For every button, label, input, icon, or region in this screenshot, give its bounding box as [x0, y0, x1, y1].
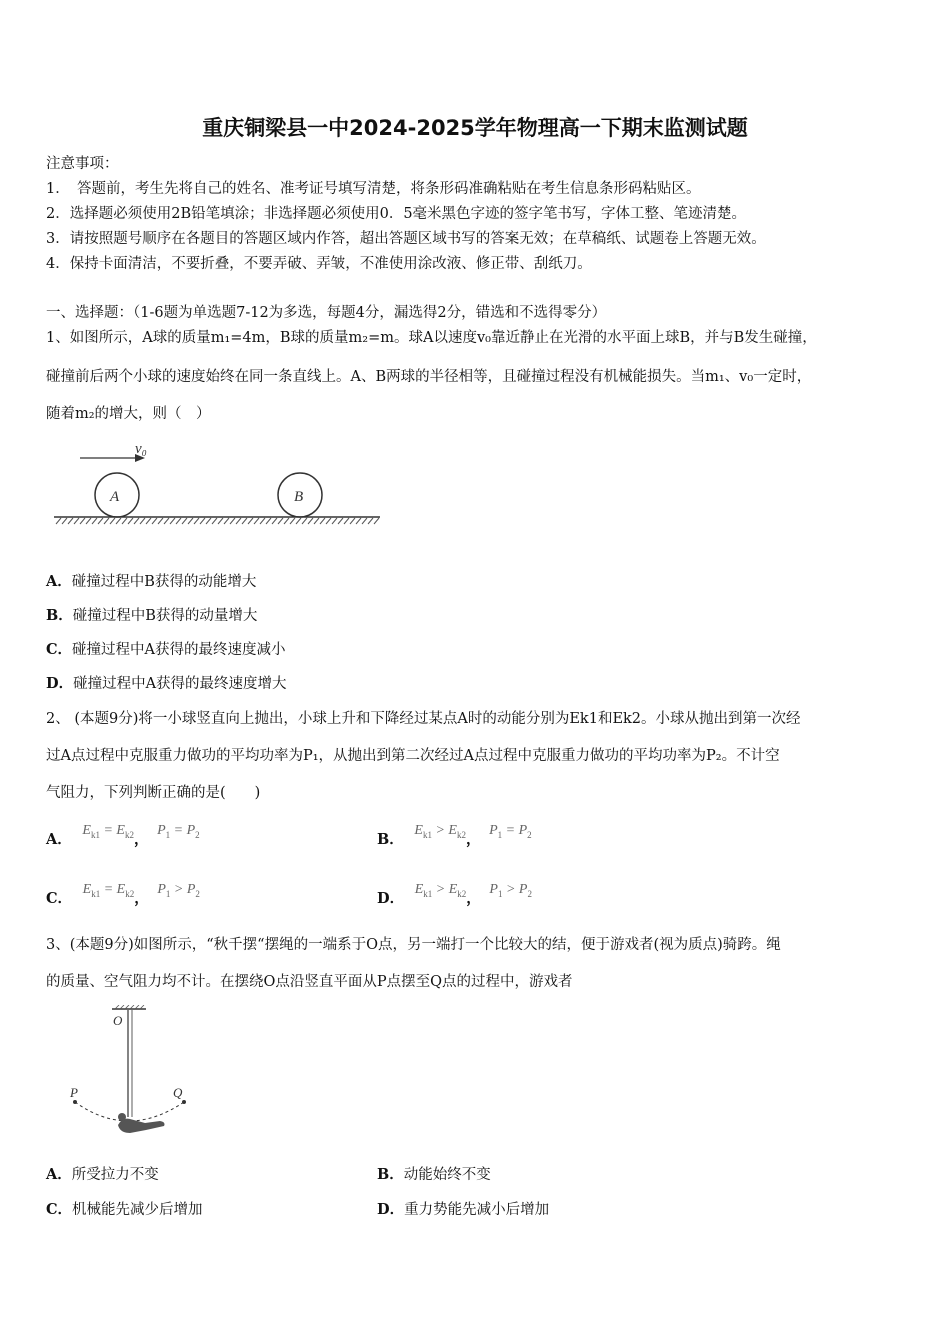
q2-line-2: 过A点过程中克服重力做功的平均功率为P₁，从抛出到第二次经过A点过程中克服重力做功的平均功率为P₂。不计空 — [46, 748, 780, 764]
notice-item-4: 4．保持卡面清洁，不要折叠，不要弄破、弄皱，不准使用涂改液、修正带、刮纸刀。 — [46, 256, 592, 272]
option-text: 碰撞过程中A获得的最终速度减小 — [72, 642, 286, 658]
q3-option-c[interactable] — [46, 1198, 203, 1219]
q2-option-c[interactable]: C． $E_{k1} = E_{k2}$， $P_1 > P_2$ — [46, 882, 200, 907]
point-p — [73, 1100, 77, 1104]
section-heading: 一、选择题：（1-6题为单选题7-12为多选，每题4分，漏选得2分，错选和不选得零分） — [46, 305, 607, 321]
player-head — [118, 1113, 126, 1121]
option-label: B． — [377, 1166, 404, 1183]
q3-option-b[interactable] — [377, 1163, 491, 1184]
q2-line-1: 2、 (本题9分)将一小球竖直向上抛出，小球上升和下降经过某点A时的动能分别为Ek1和Ek2。小球从抛出到第一次经 — [46, 711, 801, 727]
q3-option-d[interactable] — [377, 1198, 549, 1219]
option-label: B． — [46, 607, 73, 624]
q1-line-2: 碰撞前后两个小球的速度始终在同一条直线上。A、B两球的半径相等，且碰撞过程没有机械能损失。当m₁、v₀一定时， — [46, 369, 812, 385]
notice-item-2: 2．选择题必须使用2B铅笔填涂；非选择题必须使用0．5毫米黑色字迹的签字笔书写，字体工整、笔迹清楚。 — [46, 206, 747, 222]
q2-option-b[interactable]: B． $E_{k1} > E_{k2}$， $P_1 = P_2$ — [377, 823, 532, 848]
swing-arc — [75, 1102, 184, 1121]
option-formula: $E_{k1} = E_{k2}$ — [82, 823, 134, 840]
q1-option-a[interactable] — [46, 570, 256, 591]
option-text: 动能始终不变 — [403, 1167, 491, 1183]
option-label: A． — [46, 831, 72, 848]
q2-line-3: 气阻力，下列判断正确的是( ) — [46, 785, 261, 801]
option-label: A． — [46, 1166, 72, 1183]
option-text: 碰撞过程中A获得的最终速度增大 — [73, 676, 287, 692]
q2-option-a[interactable]: A． $E_{k1} = E_{k2}$， $P_1 = P_2$ — [46, 823, 200, 848]
ball-a-label: A — [110, 489, 120, 505]
option-label: B． — [377, 831, 404, 848]
option-text: 所受拉力不变 — [71, 1167, 159, 1183]
q3-option-a[interactable] — [46, 1163, 159, 1184]
pivot-label: O — [113, 1013, 123, 1028]
q1-option-d[interactable] — [46, 672, 287, 693]
option-label: C． — [46, 890, 73, 907]
notice-heading: 注意事项： — [46, 156, 119, 172]
notice-item-1: 1． 答题前，考生先将自己的姓名、准考证号填写清楚，将条形码准确粘贴在考生信息条形码粘贴区。 — [46, 181, 701, 197]
velocity-label: v₀ — [135, 441, 147, 457]
option-text: 机械能先减少后增加 — [72, 1202, 203, 1218]
point-q — [182, 1100, 186, 1104]
option-text: 碰撞过程中B获得的动能增大 — [71, 574, 257, 590]
q1-figure — [50, 435, 390, 530]
q2-option-d[interactable]: D． $E_{k1} > E_{k2}$， $P_1 > P_2$ — [377, 882, 532, 907]
option-label: C． — [46, 1201, 73, 1218]
q3-line-2: 的质量、空气阻力均不计。在摆绕O点沿竖直平面从P点摆至Q点的过程中，游戏者 — [46, 974, 573, 990]
option-label: A． — [46, 573, 72, 590]
notice-item-3: 3．请按照题号顺序在各题目的答题区域内作答，超出答题区域书写的答案无效；在草稿纸、试题卷上答题无效。 — [46, 231, 766, 247]
q1-option-b[interactable] — [46, 604, 257, 625]
option-label: C． — [46, 641, 73, 658]
option-text: 碰撞过程中B获得的动量增大 — [72, 608, 258, 624]
q1-line-1: 1、如图所示，A球的质量m₁=4m，B球的质量m₂=m。球A以速度v₀靠近静止在光滑的水平面上球B，并与B发生碰撞， — [46, 330, 817, 346]
option-text: 重力势能先减小后增加 — [404, 1202, 550, 1218]
option-formula: $E_{k1} = E_{k2}$ — [82, 882, 135, 899]
option-formula: $E_{k1} > E_{k2}$ — [414, 823, 466, 840]
page-title: 重庆铜梁县一中2024-2025学年物理高一下期末监测试题 — [202, 116, 748, 140]
q1-line-3: 随着m₂的增大，则（ ） — [46, 406, 211, 422]
point-q-label: Q — [173, 1085, 183, 1100]
q3-figure — [60, 1005, 210, 1150]
point-p-label: P — [70, 1085, 78, 1100]
option-label: D． — [46, 675, 74, 692]
option-formula: $E_{k1} > E_{k2}$ — [414, 882, 467, 899]
ground-hatching — [56, 518, 379, 524]
player-figure — [118, 1119, 165, 1133]
option-label: D． — [377, 890, 405, 907]
q1-option-c[interactable] — [46, 638, 286, 659]
ball-b-label: B — [294, 489, 304, 505]
option-label: D． — [377, 1201, 405, 1218]
q3-line-1: 3、(本题9分)如图所示，“秋千摆“摆绳的一端系于O点，另一端打一个比较大的结，便于游戏者(视为质点)骑跨。绳 — [46, 937, 781, 953]
